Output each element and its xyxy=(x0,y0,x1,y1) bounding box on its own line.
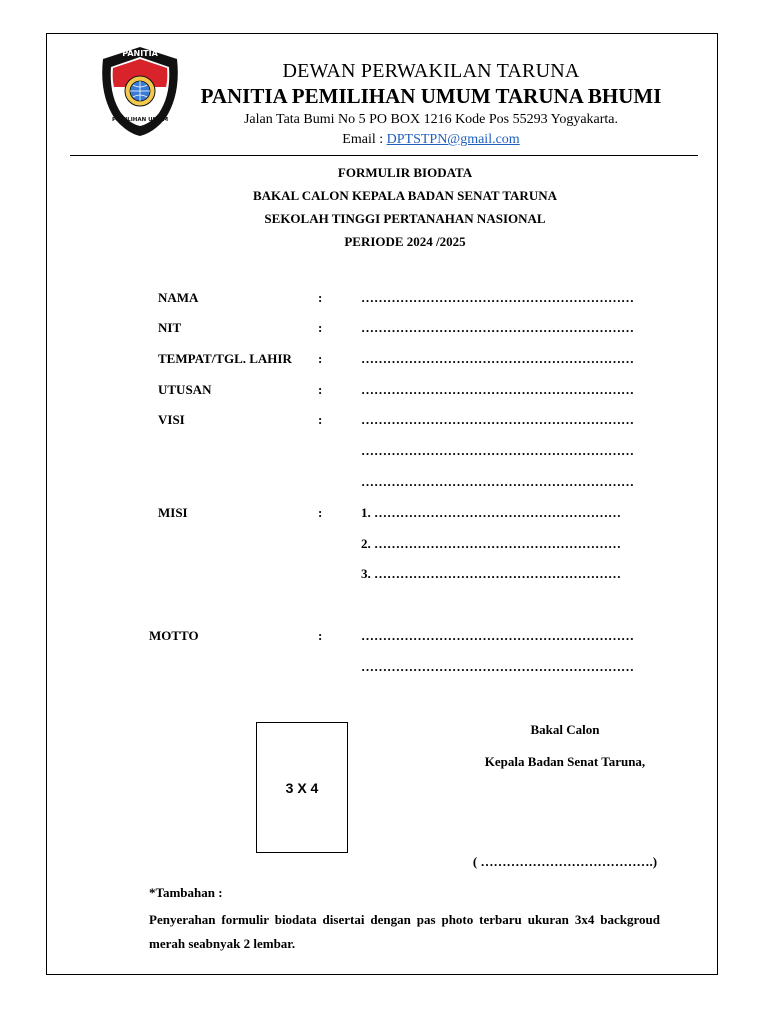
field-utusan-dots[interactable]: ……………………………………………………… xyxy=(361,382,634,397)
label-ttl: TEMPAT/TGL. LAHIR xyxy=(158,351,292,366)
colon: : xyxy=(318,351,323,366)
colon: : xyxy=(318,412,323,427)
misi-number: 1. xyxy=(361,505,371,520)
field-nama-dots[interactable]: ……………………………………………………… xyxy=(361,290,634,305)
misi-dots: ………………………………………………… xyxy=(374,566,621,581)
colon: : xyxy=(318,382,323,397)
field-visi-dots-2[interactable]: ……………………………………………………… xyxy=(361,443,634,458)
misi-dots: ………………………………………………… xyxy=(374,505,621,520)
email-label: Email : xyxy=(342,132,387,147)
address: Jalan Tata Bumi No 5 PO BOX 1216 Kode Pos 55293 Yogyakarta. xyxy=(243,112,619,127)
label-motto: MOTTO xyxy=(149,628,199,643)
label-nit: NIT xyxy=(158,320,182,335)
signature-line-2: Kepala Badan Senat Taruna, xyxy=(484,754,646,769)
field-visi-dots-3[interactable]: ……………………………………………………… xyxy=(361,474,634,489)
email-line xyxy=(195,132,667,148)
header-divider xyxy=(70,155,698,156)
signature-name-placeholder[interactable]: ( ………………………………….) xyxy=(472,854,658,869)
form-title-line-2: BAKAL CALON KEPALA BADAN SENAT TARUNA xyxy=(253,188,557,203)
field-nit-dots[interactable]: ……………………………………………………… xyxy=(361,320,634,335)
form-title-line-4: PERIODE 2024 /2025 xyxy=(344,234,466,249)
kpu-logo xyxy=(99,45,181,137)
photo-box[interactable] xyxy=(256,722,348,853)
field-misi-2[interactable] xyxy=(361,536,621,552)
field-visi-dots-1[interactable]: ……………………………………………………… xyxy=(361,412,634,427)
logo-bottom-text: PEMILIHAN UMUM xyxy=(111,117,169,123)
logo-top-text: PANITIA xyxy=(122,49,158,58)
misi-number: 3. xyxy=(361,566,371,581)
misi-dots: ………………………………………………… xyxy=(374,536,621,551)
field-motto-dots-2[interactable]: ……………………………………………………… xyxy=(361,659,634,674)
colon: : xyxy=(318,628,323,643)
misi-number: 2. xyxy=(361,536,371,551)
label-utusan: UTUSAN xyxy=(158,382,212,397)
colon: : xyxy=(318,505,323,520)
colon: : xyxy=(318,290,323,305)
label-visi: VISI xyxy=(158,412,185,427)
field-misi-3[interactable] xyxy=(361,566,621,582)
note-body: Penyerahan formulir biodata disertai dengan pas photo terbaru ukuran 3x4 backgroud merah seabnyak 2 lembar. xyxy=(149,912,660,951)
form-title-line-3: SEKOLAH TINGGI PERTANAHAN NASIONAL xyxy=(264,211,546,226)
label-misi: MISI xyxy=(158,505,188,520)
field-misi-1[interactable] xyxy=(361,505,621,521)
photo-size-label: 3 X 4 xyxy=(285,779,319,796)
label-nama: NAMA xyxy=(158,290,199,305)
note-heading: *Tambahan : xyxy=(149,885,223,900)
colon: : xyxy=(318,320,323,335)
signature-line-1: Bakal Calon xyxy=(530,722,600,737)
form-title-line-1: FORMULIR BIODATA xyxy=(337,165,473,180)
org-line-1: DEWAN PERWAKILAN TARUNA xyxy=(282,60,580,82)
field-ttl-dots[interactable]: ……………………………………………………… xyxy=(361,351,634,366)
email-link[interactable]: DPTSTPN@gmail.com xyxy=(386,132,520,147)
field-motto-dots-1[interactable]: ……………………………………………………… xyxy=(361,628,634,643)
org-line-2: PANITIA PEMILIHAN UMUM TARUNA BHUMI xyxy=(200,84,662,108)
